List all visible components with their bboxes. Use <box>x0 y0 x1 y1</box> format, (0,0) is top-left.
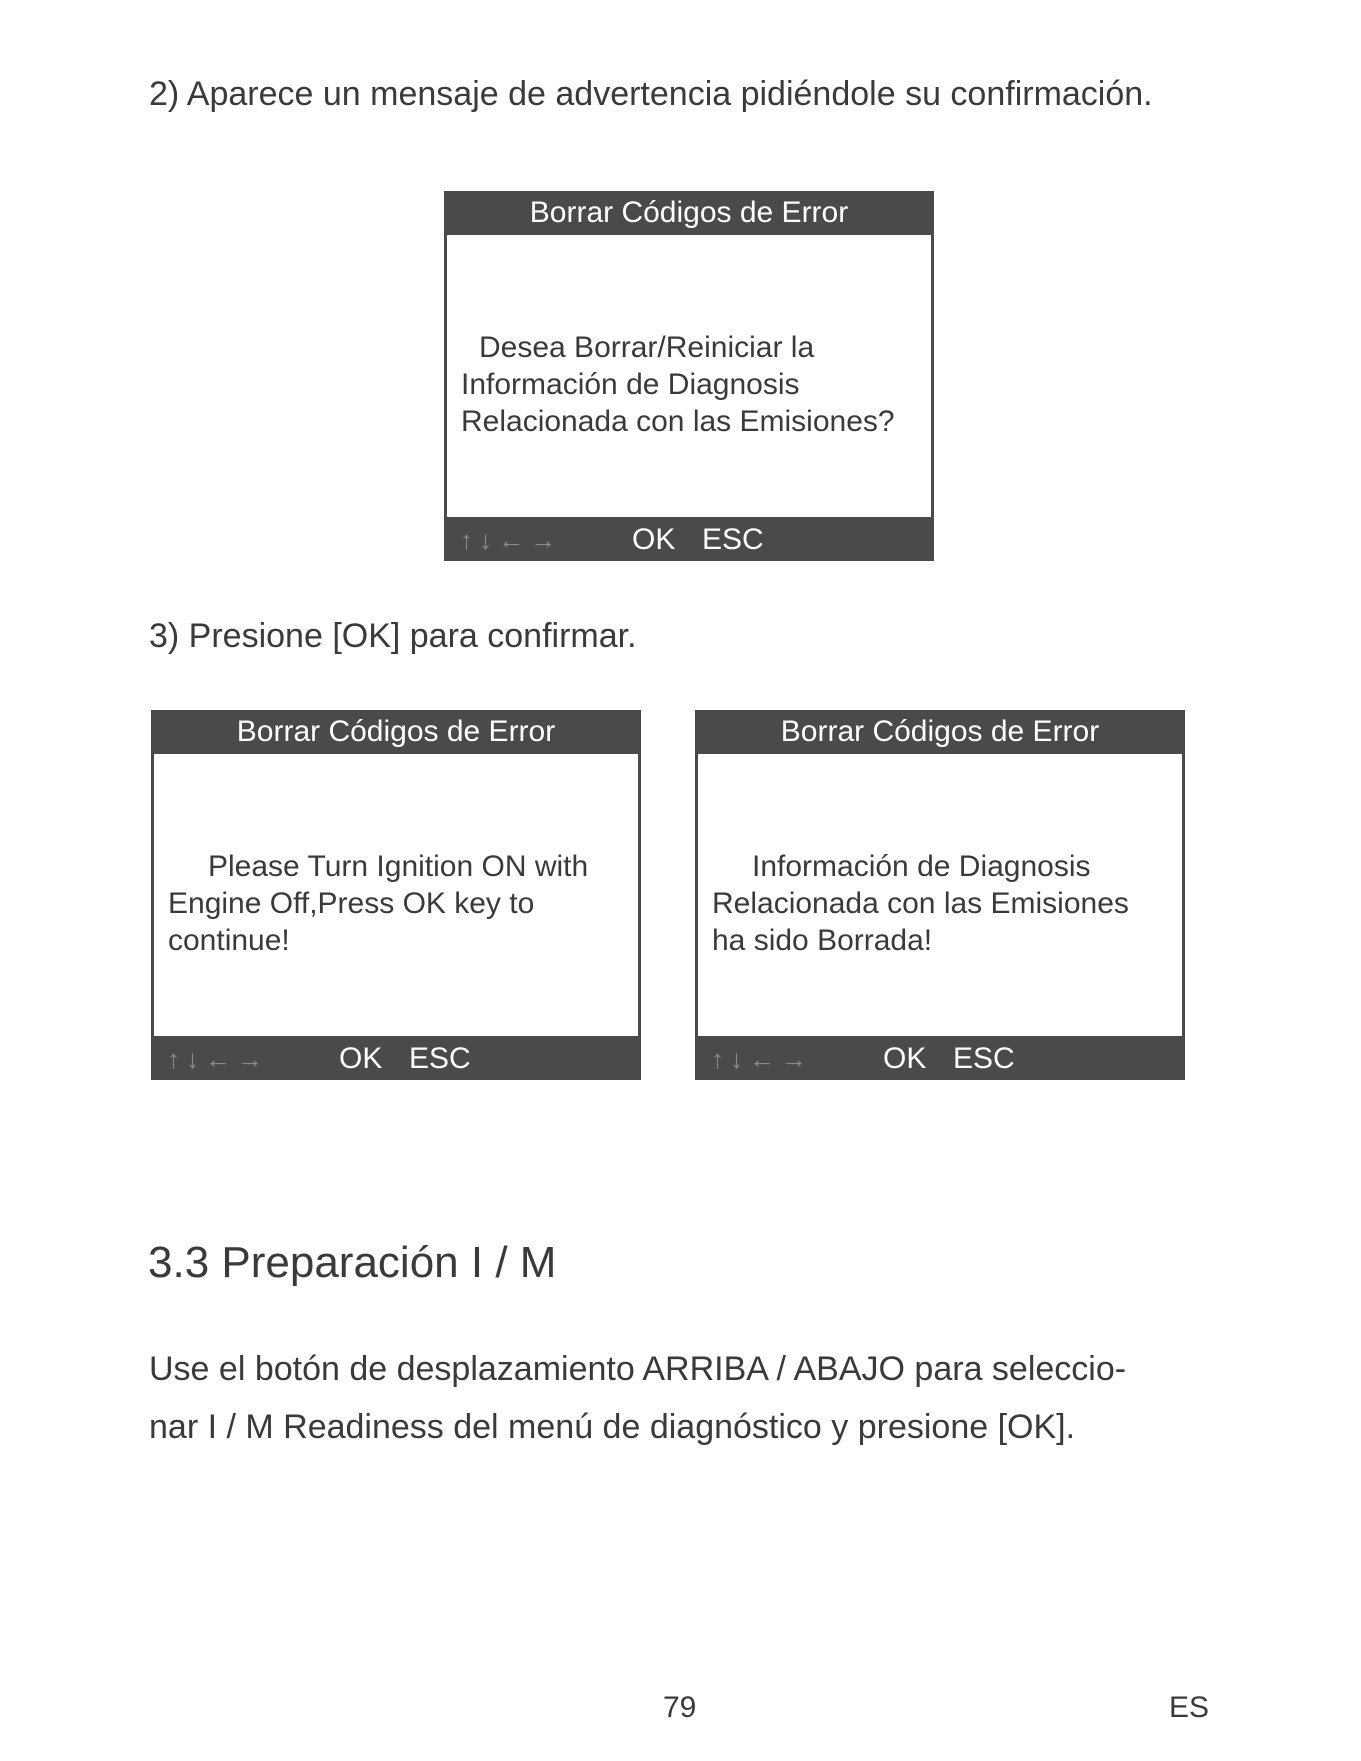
screen-title: Borrar Códigos de Error <box>236 715 556 748</box>
message-line: Desea Borrar/Reiniciar la <box>479 331 815 364</box>
screen-message <box>447 235 931 517</box>
screen-footer <box>444 519 934 561</box>
step-2-text: 2) Aparece un mensaje de advertencia pidiéndole su confirmación. <box>149 75 1153 113</box>
screen-title: Borrar Códigos de Error <box>529 196 849 229</box>
message-line: Información de Diagnosis <box>461 368 800 401</box>
ok-key-label: OK <box>339 1042 383 1075</box>
device-screen-ignition <box>151 710 641 1080</box>
device-screen-erased <box>695 710 1185 1080</box>
esc-key-label: ESC <box>702 523 764 556</box>
arrow-keys-icon: ↑↓←→ <box>167 1044 269 1074</box>
body-line: Use el botón de desplazamiento ARRIBA / ABAJO para seleccio- <box>149 1350 1127 1388</box>
step-3-text: 3) Presione [OK] para confirmar. <box>149 617 637 655</box>
screen-footer <box>151 1038 641 1080</box>
screen-title: Borrar Códigos de Error <box>780 715 1100 748</box>
page-number: 79 <box>663 1691 697 1724</box>
message-line: Relacionada con las Emisiones <box>712 887 1129 920</box>
screen-message <box>154 754 638 1036</box>
section-body <box>149 1340 1229 1456</box>
message-line: ha sido Borrada! <box>712 924 933 957</box>
message-line: Engine Off,Press OK key to <box>168 887 535 920</box>
message-line: continue! <box>168 924 290 957</box>
esc-key-label: ESC <box>953 1042 1015 1075</box>
message-line: Please Turn Ignition ON with <box>208 850 589 883</box>
message-line: Relacionada con las Emisiones? <box>461 405 895 438</box>
device-screen-confirm <box>444 191 934 561</box>
section-heading: 3.3 Preparación I / M <box>148 1238 557 1287</box>
language-code: ES <box>1169 1691 1210 1724</box>
screen-message <box>698 754 1182 1036</box>
body-line: nar I / M Readiness del menú de diagnóstico y presione [OK]. <box>149 1408 1076 1446</box>
ok-key-label: OK <box>883 1042 927 1075</box>
arrow-keys-icon: ↑↓←→ <box>460 525 562 555</box>
esc-key-label: ESC <box>409 1042 471 1075</box>
arrow-keys-icon: ↑↓←→ <box>711 1044 813 1074</box>
message-line: Información de Diagnosis <box>752 850 1091 883</box>
ok-key-label: OK <box>632 523 676 556</box>
screen-footer <box>695 1038 1185 1080</box>
